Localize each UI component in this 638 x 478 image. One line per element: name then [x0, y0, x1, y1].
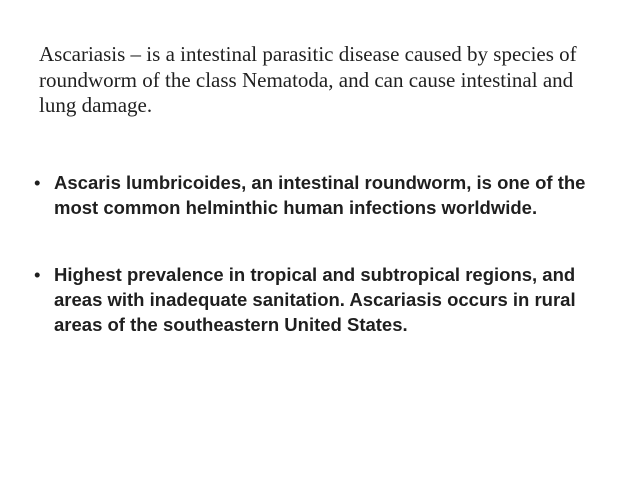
bullet-text: Highest prevalence in tropical and subtropical regions, and areas with inadequate sanitation. Ascariasis occurs in rural areas of the southeastern United States.	[54, 264, 576, 335]
bullet-dot-icon: •	[34, 264, 41, 285]
bullet-text: Ascaris lumbricoides, an intestinal roundworm, is one of the most common helminthic human infections worldwide.	[54, 172, 586, 218]
intro-paragraph: Ascariasis – is a intestinal parasitic disease caused by species of roundworm of the class Nematoda, and can cause intestinal and lung damage.	[39, 42, 577, 117]
bullet-item	[34, 170, 614, 220]
bullet-dot-icon: •	[34, 172, 41, 193]
bullet-item	[34, 262, 614, 337]
bullet-list	[34, 170, 614, 337]
